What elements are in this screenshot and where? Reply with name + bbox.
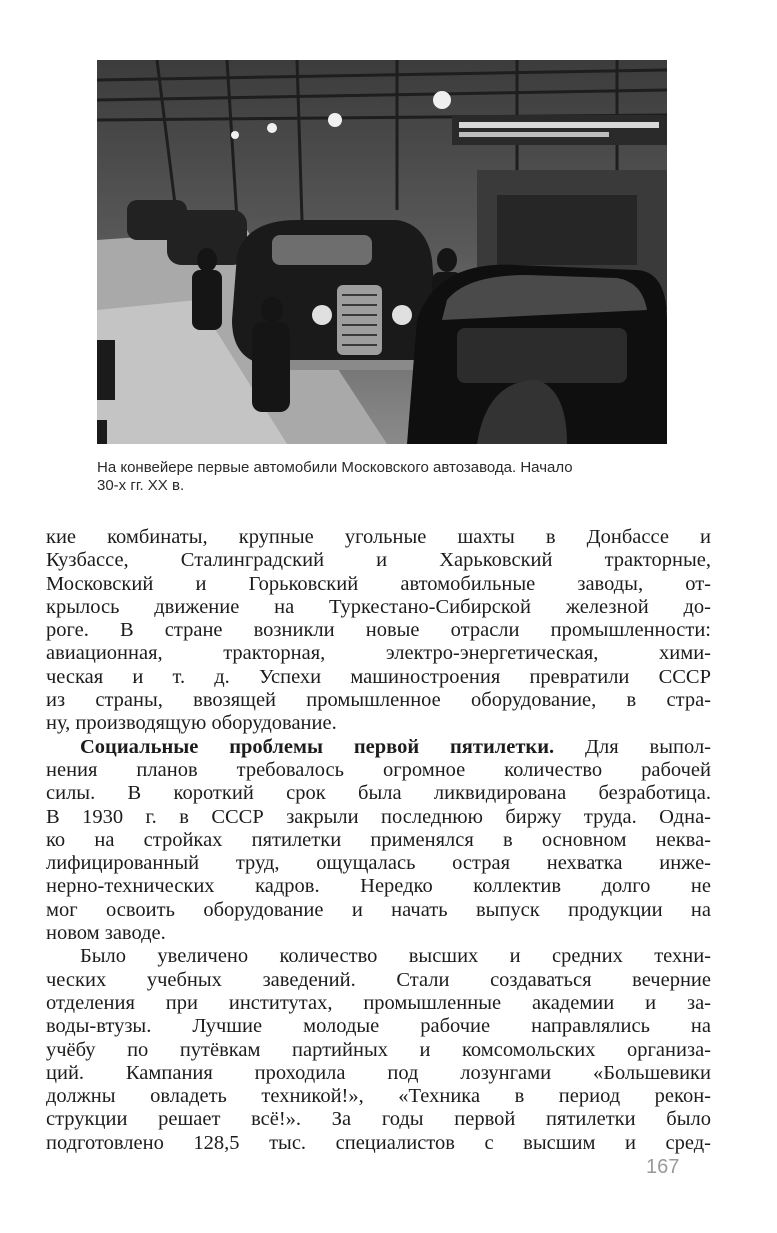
text-line: подготовлено 128,5 тыс. специалистов с высшим и сред- xyxy=(46,1131,711,1154)
page-number: 167 xyxy=(646,1156,680,1178)
text-line: нения планов требовалось огромное количество рабочей xyxy=(46,758,711,781)
text-line: воды-втузы. Лучшие молодые рабочие направлялись на xyxy=(46,1015,711,1038)
body-text xyxy=(46,526,711,1155)
text-line: из страны, ввозящей промышленное оборудование, в стра- xyxy=(46,689,711,712)
text-line: новом заводе. xyxy=(46,922,166,945)
text-line-with-heading xyxy=(46,736,711,759)
text-line: роге. В стране возникли новые отрасли промышленности: xyxy=(46,619,711,642)
text-line: Кузбассе, Сталинградский и Харьковский тракторные, xyxy=(46,549,711,572)
text-line: авиационная, тракторная, электро-энергетическая, хими- xyxy=(46,642,711,665)
factory-assembly-line-photo xyxy=(97,60,667,444)
text-line: Было увеличено количество высших и средних техни- xyxy=(80,945,711,968)
text-line: крылось движение на Туркестано-Сибирской железной до- xyxy=(46,595,711,618)
text-line: силы. В короткий срок была ликвидирована безработица. xyxy=(46,782,711,805)
text-line: ческих учебных заведений. Стали создаваться вечерние xyxy=(46,968,711,991)
text-line: лифицированный труд, ощущалась острая нехватка инже- xyxy=(46,852,711,875)
text-line: учёбу по путёвкам партийных и комсомольских организа- xyxy=(46,1038,711,1061)
text-line: струкции решает всё!». За годы первой пятилетки было xyxy=(46,1108,711,1131)
text-line: нерно-технических кадров. Нередко коллектив долго не xyxy=(46,875,711,898)
text-line: должны овладеть техникой!», «Техника в период рекон- xyxy=(46,1085,711,1108)
caption-line: 30-х гг. XX в. xyxy=(97,477,185,494)
text-line: Московский и Горьковский автомобильные заводы, от- xyxy=(46,572,711,595)
text-line-rest: Для выпол- xyxy=(585,735,711,758)
photo-illustration xyxy=(97,60,667,444)
text-line: мог освоить оборудование и начать выпуск продукции на xyxy=(46,898,711,921)
text-line: ций. Кампания проходила под лозунгами «Большевики xyxy=(46,1061,711,1084)
text-line: ну, производящую оборудование. xyxy=(46,712,337,735)
section-heading: Социальные проблемы первой пятилетки. xyxy=(80,735,555,758)
text-line: В 1930 г. в СССР закрыли последнюю биржу труда. Одна- xyxy=(46,805,711,828)
caption-line: На конвейере первые автомобили Московского автозавода. Начало xyxy=(97,459,573,476)
text-line: отделения при институтах, промышленные академии и за- xyxy=(46,991,711,1014)
text-line: ческая и т. д. Успехи машиностроения превратили СССР xyxy=(46,665,711,688)
text-line: ко на стройках пятилетки применялся в основном неква- xyxy=(46,828,711,851)
text-line: кие комбинаты, крупные угольные шахты в Донбассе и xyxy=(46,526,711,548)
figure-caption xyxy=(97,459,697,495)
